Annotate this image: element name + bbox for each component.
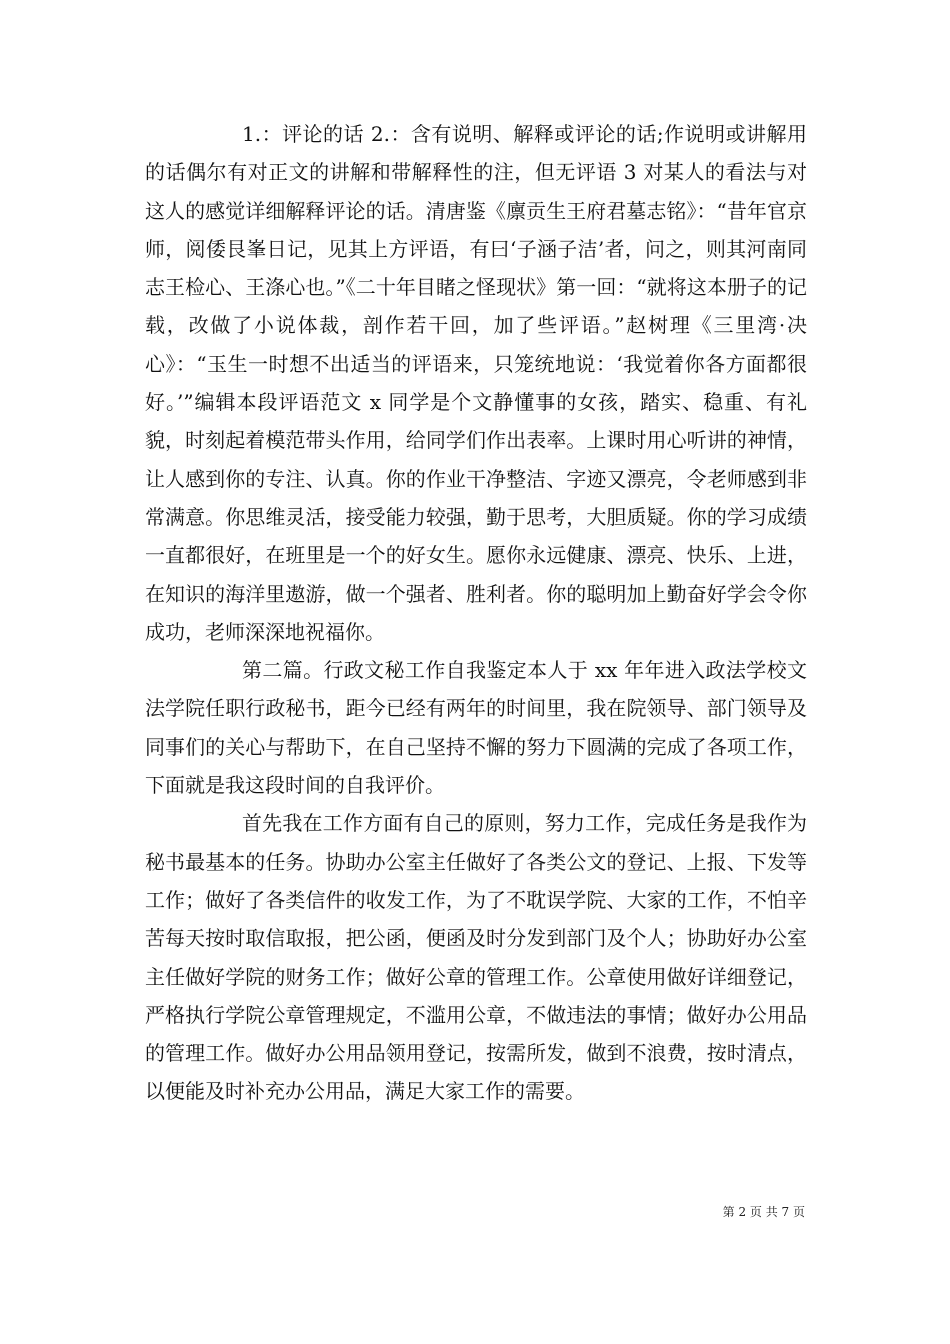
paragraph-3: 首先我在工作方面有自己的原则，努力工作，完成任务是我作为秘书最基本的任务。协助办公室主任做好了各类公文的登记、上报、下发等工作；做好了各类信件的收发工作，为了不耽误学院、大家的工作，不怕辛苦每天按时取信取报，把公函，便函及时分发到部门及个人；协助好办公室主任做好学院的财务工作；做好公章的管理工作。公章使用做好详细登记，严格执行学院公章管理规定，不滥用公章，不做违法的事情；做好办公用品的管理工作。做好办公用品领用登记，按需所发，做到不浪费，按时清点，以便能及时补充办公用品，满足大家工作的需要。	[145, 811, 807, 1104]
page-number-footer: 第 2 页 共 7 页	[722, 1205, 805, 1219]
paragraph-1: 1.：评论的话 2.：含有说明、解释或评论的话;作说明或讲解用的话偶尔有对正文的讲解和带解释性的注，但无评语 3 对某人的看法与对这人的感觉详细解释评论的话。清唐鉴《廪贡生王府君墓志铭》：“昔年官京师，阅倭艮峯日记，见其上方评语，有曰‘子涵子洁’者，问之，则其河南同志王检心、王涤心也。”《二十年目睹之怪现状》第一回：“就将这本册子的记载，改做了小说体裁，剖作若干回，加了些评语。”赵树理《三里湾·决心》：“玉生一时想不出适当的评语来，只笼统地说：‘我觉着你各方面都很好。’”编辑本段评语范文 x 同学是个文静懂事的女孩，踏实、稳重、有礼貌，时刻起着模范带头作用，给同学们作出表率。上课时用心听讲的神情，让人感到你的专注、认真。你的作业干净整洁、字迹又漂亮，令老师感到非常满意。你思维灵活，接受能力较强，勤于思考，大胆质疑。你的学习成绩一直都很好，在班里是一个的好女生。愿你永远健康、漂亮、快乐、上进，在知识的海洋里遨游，做一个强者、胜利者。你的聪明加上勤奋好学会令你成功，老师深深地祝福你。	[145, 122, 807, 644]
paragraph-2: 第二篇。行政文秘工作自我鉴定本人于 xx 年年进入政法学校文法学院任职行政秘书，距今已经有两年的时间里，我在院领导、部门领导及同事们的关心与帮助下，在自己坚持不懈的努力下圆满的完成了各项工作，下面就是我这段时间的自我评价。	[145, 658, 807, 798]
document-body	[145, 115, 807, 1111]
